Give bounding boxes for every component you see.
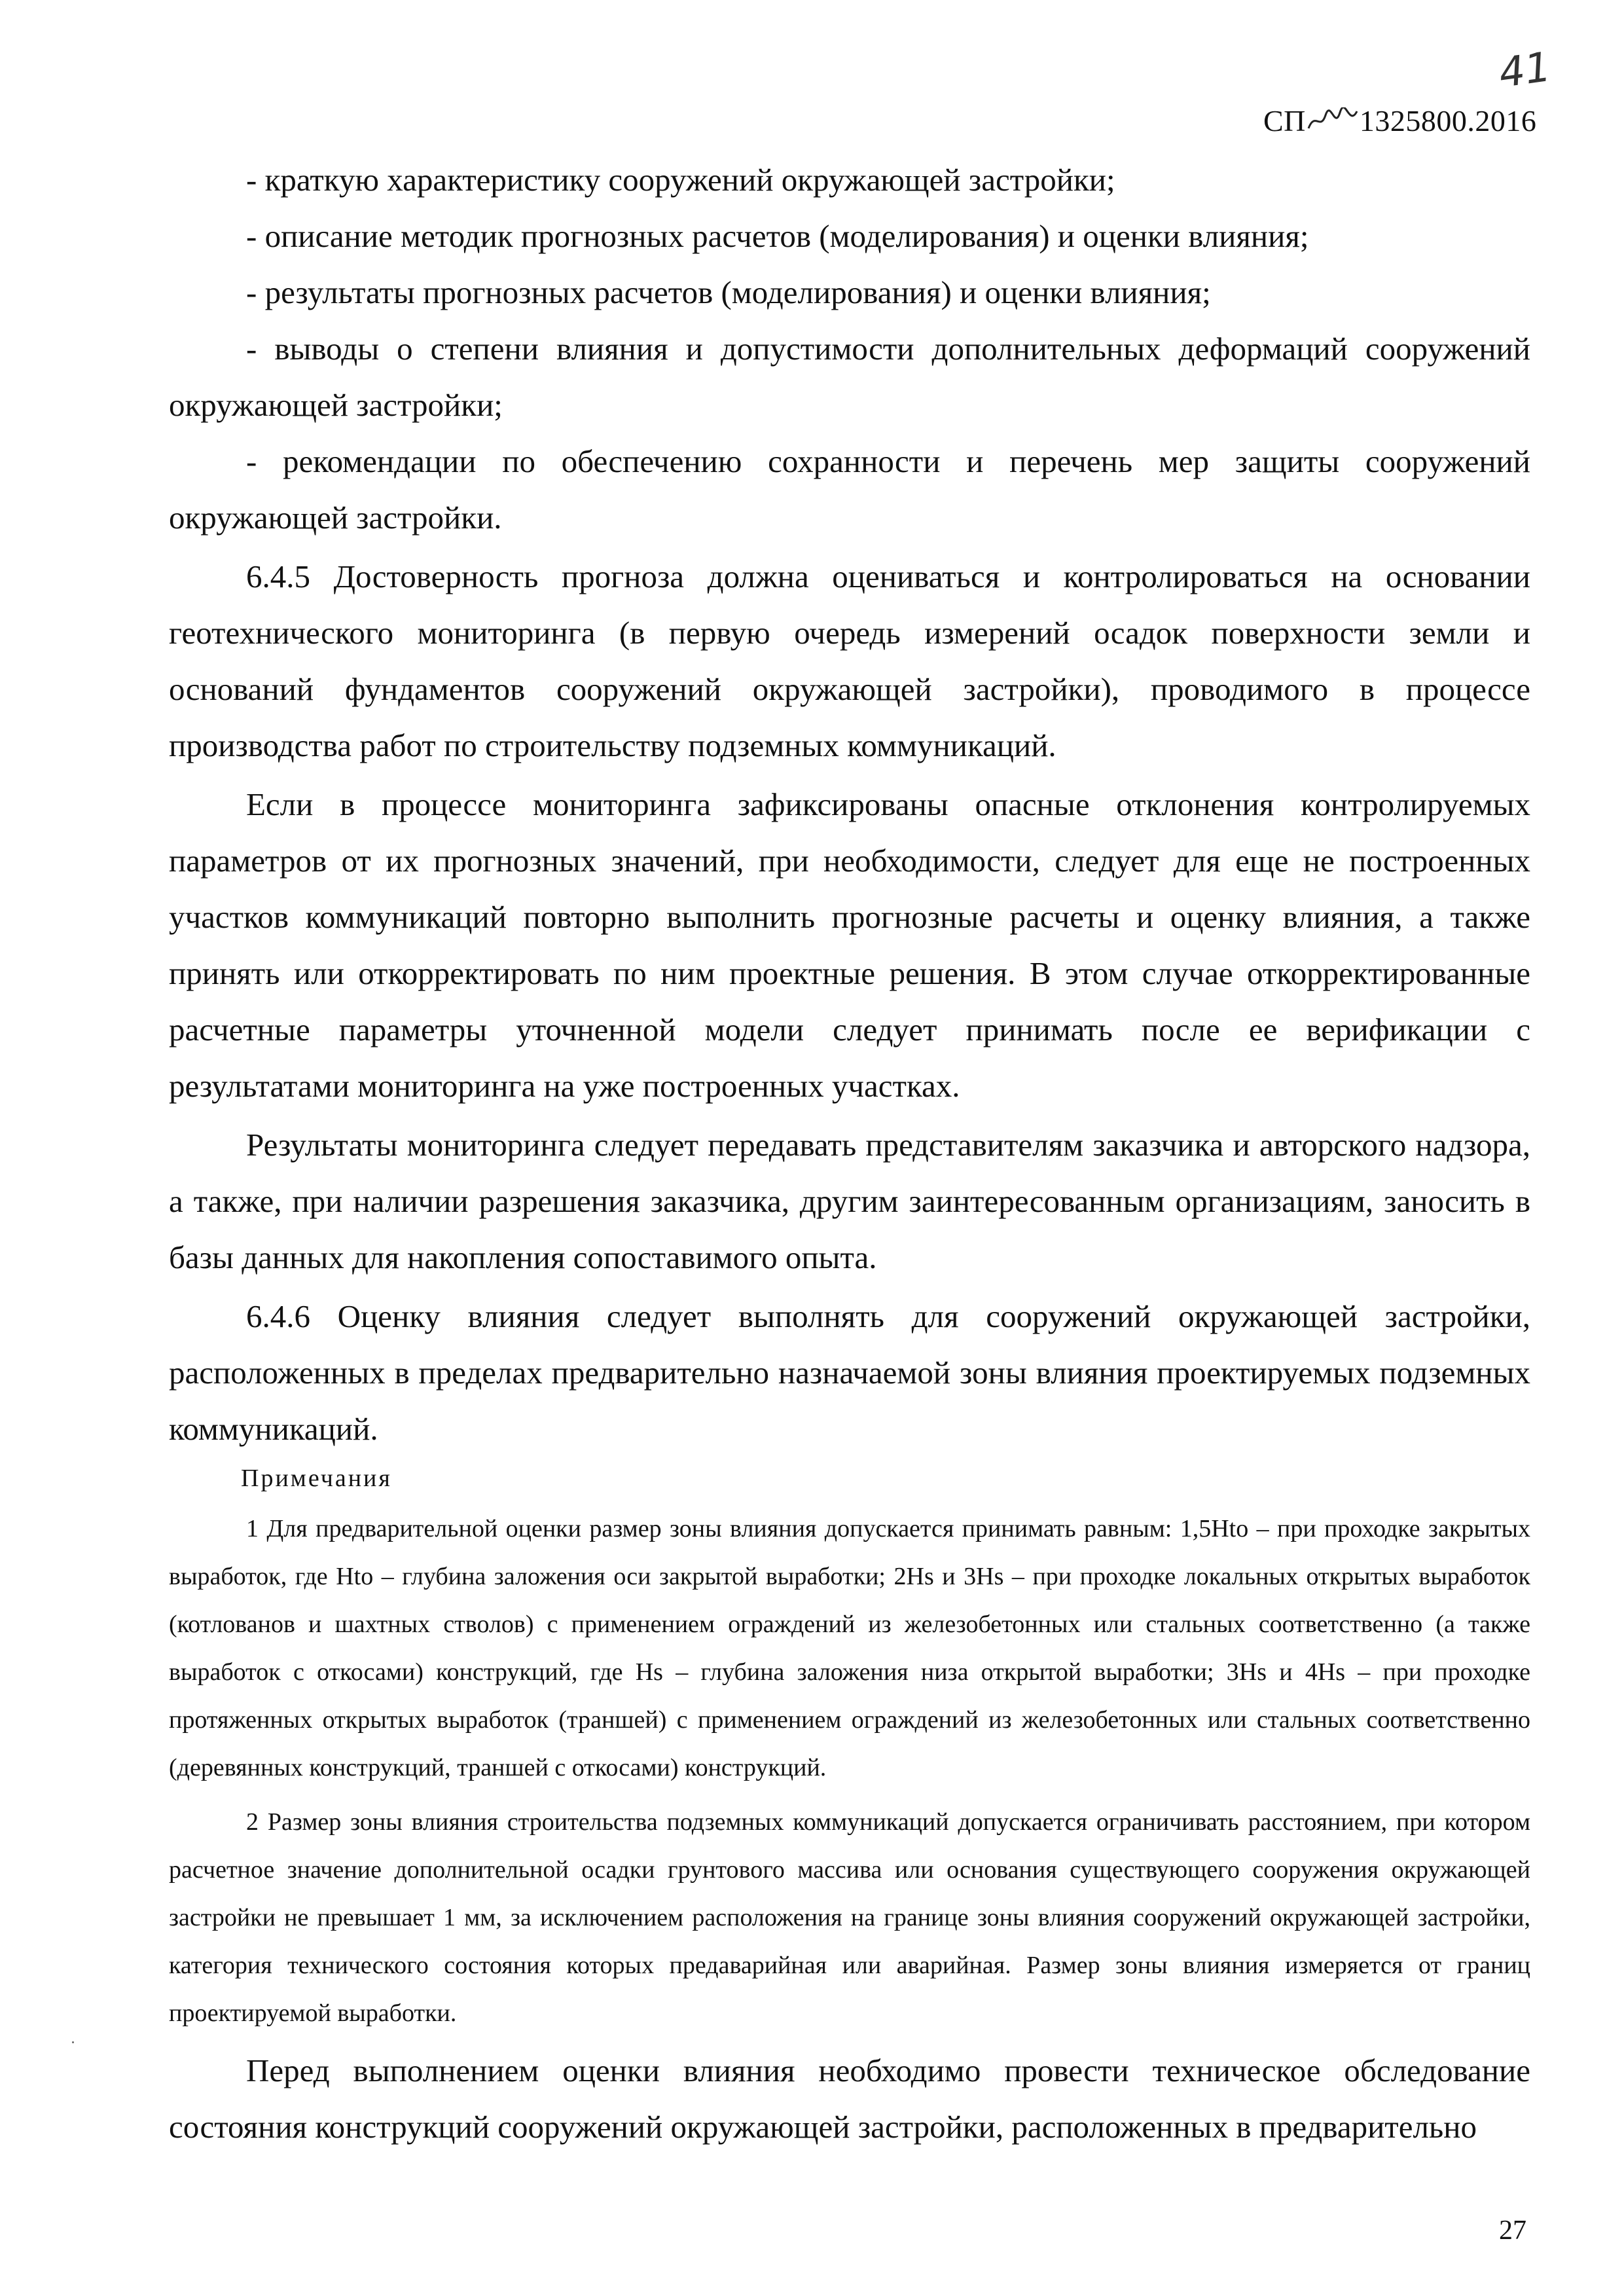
list-item-methods: - описание методик прогнозных расчетов (моделирования) и оценки влияния;: [246, 218, 1309, 254]
monitoring-deviation-paragraph: Если в процессе мониторинга зафиксированы опасные отклонения контролируемых параметров от их прогнозных значений, при необходимости, следует для еще не построенных участков коммуникаций повторно выполнить прогнозные расчеты и оценку влияния, а также принять или откорректировать по ним проектные решения. В этом случае откорректированные расчетные параметры уточненной модели следует принимать после ее верификации с результатами мониторинга на уже построенных участках.: [169, 786, 1530, 1104]
handwritten-scribble-icon: [1306, 107, 1360, 134]
section-6-4-5-paragraph: 6.4.5 Достоверность прогноза должна оцениваться и контролироваться на основании геотехнического мониторинга (в первую очередь измерений осадок поверхности земли и оснований фундаментов сооружений окружающей застройки), проводимого в процессе производства работ по строительству подземных коммуникаций.: [169, 558, 1530, 763]
inspection-paragraph: Перед выполнением оценки влияния необходимо провести техническое обследование состояния конструкций сооружений окружающей застройки, расположенных в предварительно: [169, 2052, 1530, 2145]
list-item-recommendations: - рекомендации по обеспечению сохранности и перечень мер защиты сооружений окружающей застройки.: [169, 443, 1530, 536]
main-body: [169, 152, 1530, 1457]
section-6-4-6-paragraph: 6.4.6 Оценку влияния следует выполнять для сооружений окружающей застройки, расположенных в пределах предварительно назначаемой зоны влияния проектируемых подземных коммуникаций.: [169, 1298, 1530, 1447]
list-item-conclusions: - выводы о степени влияния и допустимости дополнительных деформаций сооружений окружающей застройки;: [169, 331, 1530, 423]
notes-title: Примечания: [241, 1465, 392, 1492]
scan-speck: [72, 2041, 74, 2043]
notes-block: [169, 1455, 1530, 2037]
page-number: 27: [1499, 2215, 1526, 2246]
tail-section: [169, 2043, 1530, 2155]
handwritten-sheet-number: 41: [1496, 42, 1554, 98]
list-item-results: - результаты прогнозных расчетов (моделирования) и оценки влияния;: [246, 274, 1211, 310]
monitoring-results-paragraph: Результаты мониторинга следует передавать представителям заказчика и авторского надзора, а также, при наличии разрешения заказчика, другим заинтересованным организациям, заносить в базы данных для накопления сопоставимого опыта.: [169, 1127, 1530, 1275]
note-item-2: 2 Размер зоны влияния строительства подземных коммуникаций допускается ограничивать расстоянием, при котором расчетное значение дополнительной осадки грунтового массива или основания существующего сооружения окружающей застройки не превышает 1 мм, за исключением расположения на границе зоны влияния сооружений окружающей застройки, категория технического состояния которых предаварийная или аварийная. Размер зоны влияния измеряется от границ проектируемой выработки.: [169, 1808, 1530, 2027]
note-item-1: 1 Для предварительной оценки размер зоны влияния допускается принимать равным: 1,5Htο – при проходке закрытых выработок, где Htο – глубина заложения оси закрытой выработки; 2Hs и 3Hs – при проходке локальных открытых выработок (котлованов и шахтных стволов) с применением ограждений из железобетонных или стальных соответственно (а также выработок с откосами) конструкций, где Hs – глубина заложения низа открытой выработки; 3Hs и 4Hs – при проходке протяженных открытых выработок (траншей) с применением ограждений из железобетонных или стальных соответственно (деревянных конструкций, траншей с откосами) конструкций.: [169, 1515, 1530, 1781]
list-item-characteristics: - краткую характеристику сооружений окружающей застройки;: [246, 162, 1115, 198]
doc-code-suffix: 1325800.2016: [1359, 104, 1537, 137]
doc-code-prefix: СП: [1263, 104, 1306, 137]
document-code: [1263, 103, 1536, 138]
